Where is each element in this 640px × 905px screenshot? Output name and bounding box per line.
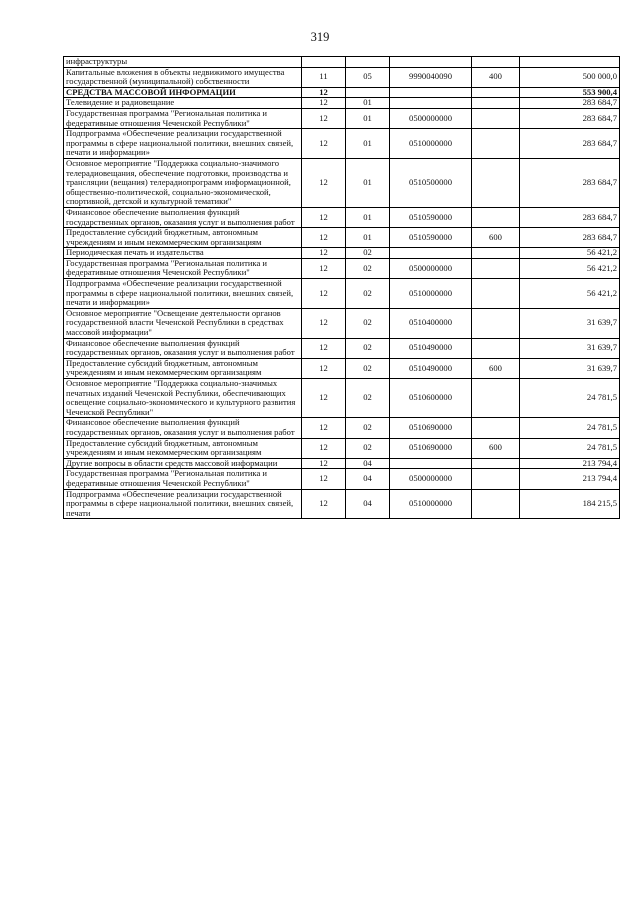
cell-name: Государственная программа "Региональная политика и федеративные отношения Чеченской Республики" [64, 108, 302, 128]
cell-name: Государственная программа "Региональная политика и федеративные отношения Чеченской Республики" [64, 258, 302, 278]
table-row [64, 87, 620, 98]
cell-subsection: 01 [346, 108, 390, 128]
table-row [64, 358, 620, 378]
cell-expense-type [472, 489, 520, 519]
cell-expense-type [472, 418, 520, 438]
cell-expense-type [472, 458, 520, 469]
cell-target-article: 0510490000 [390, 358, 472, 378]
cell-subsection: 01 [346, 228, 390, 248]
cell-subsection: 01 [346, 207, 390, 227]
cell-section: 11 [302, 67, 346, 87]
cell-amount: 24 781,5 [520, 379, 620, 418]
cell-section: 12 [302, 108, 346, 128]
cell-amount: 500 000,0 [520, 67, 620, 87]
cell-name: Основное мероприятие "Поддержка социально-значимых печатных изданий Чеченской Республики, обеспечивающих освещение социально-экономического и культурного развития Чеченской Республики" [64, 379, 302, 418]
cell-subsection: 02 [346, 358, 390, 378]
cell-section: 12 [302, 279, 346, 309]
cell-section: 12 [302, 87, 346, 98]
cell-amount: 31 639,7 [520, 358, 620, 378]
cell-expense-type [472, 98, 520, 109]
cell-amount: 56 421,2 [520, 248, 620, 259]
cell-subsection [346, 57, 390, 68]
cell-section: 12 [302, 469, 346, 489]
cell-amount: 283 684,7 [520, 108, 620, 128]
cell-target-article: 0510590000 [390, 207, 472, 227]
cell-amount: 283 684,7 [520, 228, 620, 248]
cell-section: 12 [302, 98, 346, 109]
cell-expense-type [472, 258, 520, 278]
cell-expense-type [472, 379, 520, 418]
cell-name: Другие вопросы в области средств массовой информации [64, 458, 302, 469]
cell-target-article: 0510000000 [390, 279, 472, 309]
cell-section: 12 [302, 228, 346, 248]
cell-amount: 56 421,2 [520, 258, 620, 278]
table-row [64, 129, 620, 159]
cell-target-article: 0500000000 [390, 108, 472, 128]
cell-expense-type [472, 248, 520, 259]
cell-name: инфраструктуры [64, 57, 302, 68]
table-row [64, 489, 620, 519]
table-row [64, 418, 620, 438]
cell-target-article: 0510500000 [390, 158, 472, 207]
table-row [64, 228, 620, 248]
cell-target-article: 0510600000 [390, 379, 472, 418]
cell-section: 12 [302, 338, 346, 358]
cell-name: Финансовое обеспечение выполнения функций государственных органов, оказания услуг и выполнения работ [64, 207, 302, 227]
cell-section: 12 [302, 358, 346, 378]
cell-expense-type [472, 338, 520, 358]
cell-target-article: 0510690000 [390, 438, 472, 458]
cell-name: Государственная программа "Региональная политика и федеративные отношения Чеченской Республики" [64, 469, 302, 489]
cell-name: Основное мероприятие "Освещение деятельности органов государственной власти Чеченской Республики в средствах массовой информации" [64, 308, 302, 338]
cell-amount: 283 684,7 [520, 207, 620, 227]
cell-name: Подпрограмма «Обеспечение реализации государственной программы в сфере национальной политики, внешних связей, печати [64, 489, 302, 519]
cell-name: Подпрограмма «Обеспечение реализации государственной программы в сфере национальной политики, внешних связей, печати и информации» [64, 129, 302, 159]
cell-target-article: 0510690000 [390, 418, 472, 438]
cell-subsection: 02 [346, 308, 390, 338]
cell-name: Периодическая печать и издательства [64, 248, 302, 259]
cell-name: Основное мероприятие "Поддержка социально-значимого телерадиовещания, обеспечение подготовки, производства и трансляции (вещания) телерадиопрограмм информационной, общественно-политической, социально-экономической, спортивной, детской и культурной тематики" [64, 158, 302, 207]
cell-section: 12 [302, 158, 346, 207]
cell-expense-type [472, 308, 520, 338]
cell-expense-type: 600 [472, 228, 520, 248]
cell-name: Подпрограмма «Обеспечение реализации государственной программы в сфере национальной политики, внешних связей, печати и информации» [64, 279, 302, 309]
cell-amount: 283 684,7 [520, 158, 620, 207]
cell-amount [520, 57, 620, 68]
table-row [64, 98, 620, 109]
cell-subsection [346, 87, 390, 98]
cell-amount: 184 215,5 [520, 489, 620, 519]
cell-expense-type [472, 279, 520, 309]
cell-subsection: 01 [346, 158, 390, 207]
table-row [64, 67, 620, 87]
cell-target-article: 0510000000 [390, 129, 472, 159]
cell-subsection: 02 [346, 258, 390, 278]
table-row [64, 158, 620, 207]
cell-expense-type: 400 [472, 67, 520, 87]
cell-target-article: 0510490000 [390, 338, 472, 358]
cell-subsection: 02 [346, 438, 390, 458]
cell-amount: 553 900,4 [520, 87, 620, 98]
table-row [64, 438, 620, 458]
cell-subsection: 05 [346, 67, 390, 87]
cell-target-article [390, 87, 472, 98]
cell-section: 12 [302, 207, 346, 227]
cell-target-article: 0510590000 [390, 228, 472, 248]
cell-amount: 213 794,4 [520, 469, 620, 489]
cell-subsection: 04 [346, 489, 390, 519]
cell-target-article [390, 248, 472, 259]
table-row [64, 108, 620, 128]
cell-amount: 24 781,5 [520, 438, 620, 458]
cell-target-article: 0500000000 [390, 258, 472, 278]
budget-table [63, 56, 620, 519]
cell-name: Капитальные вложения в объекты недвижимого имущества государственной (муниципальной) собственности [64, 67, 302, 87]
cell-expense-type [472, 87, 520, 98]
cell-target-article [390, 458, 472, 469]
cell-amount: 24 781,5 [520, 418, 620, 438]
cell-expense-type [472, 158, 520, 207]
cell-subsection: 02 [346, 338, 390, 358]
cell-subsection: 02 [346, 279, 390, 309]
cell-target-article: 0510400000 [390, 308, 472, 338]
cell-subsection: 04 [346, 469, 390, 489]
budget-table-body [64, 57, 620, 519]
cell-expense-type: 600 [472, 438, 520, 458]
cell-amount: 213 794,4 [520, 458, 620, 469]
cell-section: 12 [302, 379, 346, 418]
cell-section: 12 [302, 489, 346, 519]
table-row [64, 338, 620, 358]
cell-subsection: 04 [346, 458, 390, 469]
cell-section: 12 [302, 438, 346, 458]
cell-amount: 31 639,7 [520, 338, 620, 358]
cell-expense-type [472, 469, 520, 489]
cell-subsection: 01 [346, 98, 390, 109]
table-row [64, 57, 620, 68]
cell-section: 12 [302, 129, 346, 159]
cell-section [302, 57, 346, 68]
cell-subsection: 01 [346, 129, 390, 159]
cell-section: 12 [302, 418, 346, 438]
cell-expense-type [472, 207, 520, 227]
cell-expense-type [472, 108, 520, 128]
cell-name: Телевидение и радиовещание [64, 98, 302, 109]
table-row [64, 308, 620, 338]
cell-expense-type [472, 129, 520, 159]
cell-target-article: 9990040090 [390, 67, 472, 87]
cell-section: 12 [302, 248, 346, 259]
cell-amount: 283 684,7 [520, 129, 620, 159]
cell-subsection: 02 [346, 379, 390, 418]
cell-name: Предоставление субсидий бюджетным, автономным учреждениям и иным некоммерческим организациям [64, 438, 302, 458]
table-row [64, 207, 620, 227]
cell-name: СРЕДСТВА МАССОВОЙ ИНФОРМАЦИИ [64, 87, 302, 98]
cell-expense-type: 600 [472, 358, 520, 378]
cell-section: 12 [302, 258, 346, 278]
cell-target-article: 0500000000 [390, 469, 472, 489]
cell-amount: 56 421,2 [520, 279, 620, 309]
table-row [64, 379, 620, 418]
cell-name: Предоставление субсидий бюджетным, автономным учреждениям и иным некоммерческим организациям [64, 228, 302, 248]
cell-section: 12 [302, 458, 346, 469]
cell-name: Предоставление субсидий бюджетным, автономным учреждениям и иным некоммерческим организациям [64, 358, 302, 378]
cell-subsection: 02 [346, 248, 390, 259]
cell-section: 12 [302, 308, 346, 338]
table-row [64, 248, 620, 259]
cell-amount: 283 684,7 [520, 98, 620, 109]
cell-amount: 31 639,7 [520, 308, 620, 338]
cell-subsection: 02 [346, 418, 390, 438]
cell-expense-type [472, 57, 520, 68]
cell-target-article: 0510000000 [390, 489, 472, 519]
cell-target-article [390, 57, 472, 68]
table-row [64, 458, 620, 469]
cell-target-article [390, 98, 472, 109]
page-number: 319 [310, 30, 330, 44]
table-row [64, 279, 620, 309]
cell-name: Финансовое обеспечение выполнения функций государственных органов, оказания услуг и выполнения работ [64, 338, 302, 358]
table-row [64, 469, 620, 489]
table-row [64, 258, 620, 278]
cell-name: Финансовое обеспечение выполнения функций государственных органов, оказания услуг и выполнения работ [64, 418, 302, 438]
